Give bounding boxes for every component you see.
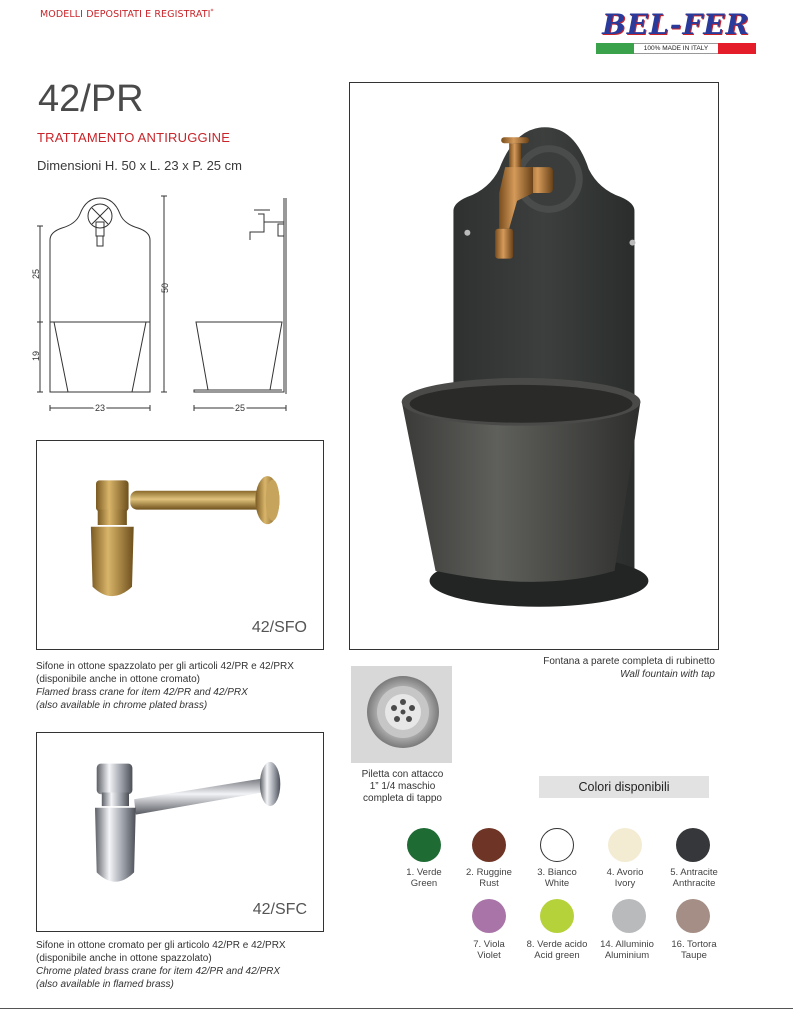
product-code: 42/PR — [38, 78, 144, 120]
drain-image — [351, 666, 452, 763]
color-label-ivory: 4. Avorio Ivory — [606, 867, 644, 889]
color-label-aluminium: 14. Alluminio Aluminium — [600, 939, 654, 961]
wall-fountain-caption: Fontana a parete completa di rubinetto Wall fountain with tap — [543, 656, 715, 680]
chrome-siphon-photo-box — [36, 732, 324, 932]
color-swatch-acid-green — [540, 899, 574, 933]
dim-label-width: 23 — [94, 403, 106, 413]
color-swatch-white — [540, 828, 574, 862]
bel-fer-logo — [593, 10, 759, 56]
color-label-taupe: 16. Tortora Taupe — [671, 939, 717, 961]
color-label-white: 3. Bianco White — [537, 867, 577, 889]
brass-siphon-image — [37, 441, 323, 621]
color-swatch-anthracite — [676, 828, 710, 862]
italian-flag-bar — [596, 43, 756, 54]
brass-siphon-code: 42/SFO — [251, 619, 307, 636]
bottom-divider — [0, 1008, 793, 1009]
color-swatch-violet — [472, 899, 506, 933]
color-swatch-ivory — [608, 828, 642, 862]
wall-fountain-photo-box — [349, 82, 719, 650]
dim-label-height: 50 — [160, 282, 170, 294]
chrome-siphon-image — [37, 733, 323, 903]
color-swatch-green — [407, 828, 441, 862]
brass-siphon-photo-box — [36, 440, 324, 650]
dim-label-depth: 25 — [234, 403, 246, 413]
chrome-siphon-code: 42/SFC — [252, 901, 307, 918]
color-label-green: 1. Verde Green — [406, 867, 442, 889]
technical-drawing — [28, 190, 298, 418]
available-colors-title: Colori disponibili — [539, 776, 709, 798]
color-swatch-rust — [472, 828, 506, 862]
registered-models-note: MODELLI DEPOSITATI E REGISTRATI* — [40, 8, 214, 21]
color-label-violet: 7. Viola Violet — [473, 939, 505, 961]
treatment-title: TRATTAMENTO ANTIRUGGINE — [37, 130, 231, 145]
color-swatch-taupe — [676, 899, 710, 933]
brand-name: BEL-FER — [602, 8, 750, 41]
brass-siphon-caption: Sifone in ottone spazzolato per gli articoli 42/PR e 42/PRX (disponibile anche in ottone cromato) Flamed brass crane for item 42/PR and 42/PRX (also available in chrome plated brass) — [36, 661, 294, 711]
color-label-anthracite: 5. Antracite Anthracite — [670, 867, 718, 889]
chrome-siphon-caption: Sifone in ottone cromato per gli articolo 42/PR e 42/PRX (disponibile anche in ottone spazzolato) Chrome plated brass crane for item 42/PR and 42/PRX (also available in flamed brass) — [36, 940, 286, 990]
drain-photo — [351, 666, 452, 763]
wall-fountain-image — [350, 83, 718, 649]
color-swatch-aluminium — [612, 899, 646, 933]
color-label-rust: 2. Ruggine Rust — [466, 867, 512, 889]
dimensions-text: Dimensioni H. 50 x L. 23 x P. 25 cm — [37, 158, 242, 173]
made-in-italy-label: 100% MADE IN ITALY — [634, 43, 718, 54]
color-label-acid-green: 8. Verde acido Acid green — [526, 939, 588, 961]
drain-caption: Piletta con attacco 1” 1/4 maschio completa di tappo — [361, 769, 444, 804]
dim-label-top: 25 — [31, 268, 41, 280]
dim-label-bottom: 19 — [31, 350, 41, 362]
